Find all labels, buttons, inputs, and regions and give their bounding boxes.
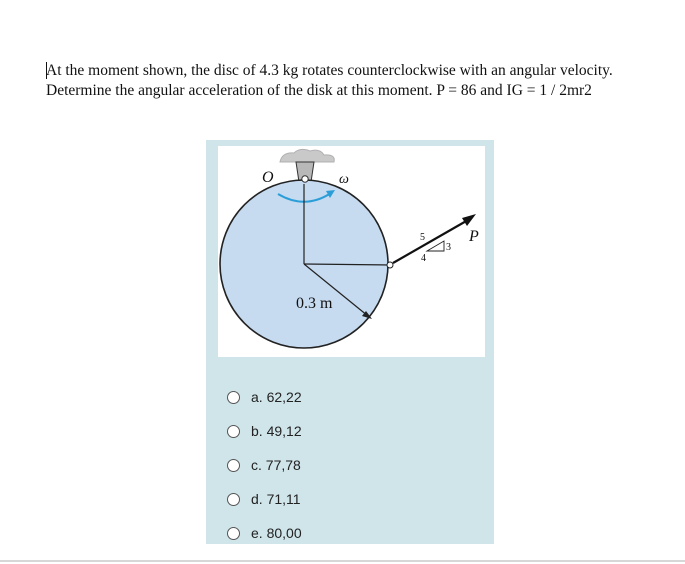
option-d[interactable] (224, 482, 302, 516)
option-label: a. 62,22 (251, 389, 302, 405)
option-label: e. 80,00 (251, 525, 302, 541)
force-point (387, 262, 393, 268)
answer-options (224, 380, 302, 550)
question-text (46, 61, 666, 101)
option-a[interactable] (224, 380, 302, 414)
question-line-1: At the moment shown, the disc of 4.3 kg rotates counterclockwise with an angular velocity. (46, 62, 613, 79)
option-c[interactable] (224, 448, 302, 482)
slope-label-5: 5 (420, 232, 425, 243)
option-label: b. 49,12 (251, 423, 302, 439)
option-b[interactable] (224, 414, 302, 448)
radio-button[interactable] (227, 493, 240, 506)
option-label: d. 71,11 (251, 491, 301, 507)
support-cloud (280, 149, 334, 162)
option-e[interactable] (224, 516, 302, 550)
label-radius: 0.3 m (296, 295, 333, 312)
radio-button[interactable] (227, 459, 240, 472)
force-P-arrowhead (462, 214, 476, 226)
label-P: P (469, 228, 479, 245)
slope-label-3: 3 (446, 242, 451, 253)
radio-button[interactable] (227, 391, 240, 404)
disc-diagram (218, 146, 485, 357)
label-omega: ω (339, 172, 349, 187)
question-line-2: Determine the angular acceleration of the disk at this moment. P = 86 and IG = 1 / 2mr2 (46, 82, 592, 99)
radio-button[interactable] (227, 425, 240, 438)
pin-O (302, 176, 308, 182)
answer-panel (206, 140, 494, 544)
bottom-divider (0, 560, 685, 562)
label-O: O (262, 169, 274, 186)
disc-figure (218, 146, 485, 357)
option-label: c. 77,78 (251, 457, 301, 473)
radio-button[interactable] (227, 527, 240, 540)
force-P-line (393, 220, 468, 263)
slope-label-4: 4 (421, 253, 426, 264)
